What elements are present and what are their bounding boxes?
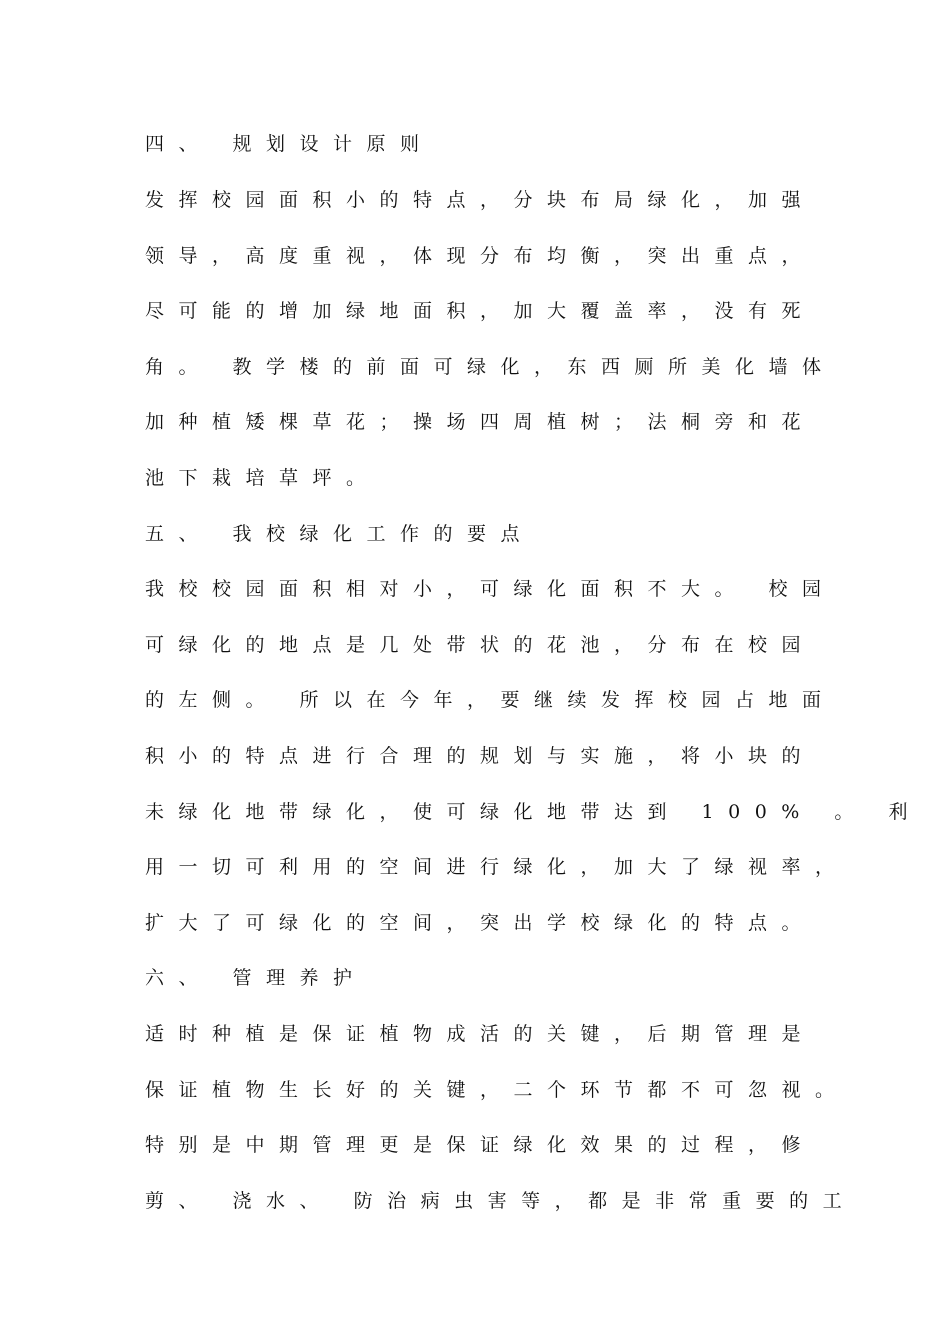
section-heading-6: 六、 管理养护 [145, 967, 367, 989]
paragraph-line: 可绿化的地点是几处带状的花池，分布在校园 [145, 634, 816, 656]
paragraph-line: 领导，高度重视，体现分布均衡，突出重点， [145, 245, 816, 267]
paragraph-line: 尽可能的增加绿地面积，加大覆盖率，没有死 [145, 300, 816, 322]
paragraph-line: 发挥校园面积小的特点，分块布局绿化，加强 [145, 189, 816, 211]
paragraph-line: 积小的特点进行合理的规划与实施，将小块的 [145, 745, 816, 767]
paragraph-line: 角。 教学楼的前面可绿化，东西厕所美化墙体 [145, 356, 836, 378]
paragraph-line: 用一切可利用的空间进行绿化，加大了绿视率， [145, 856, 849, 878]
paragraph-line: 池下栽培草坪。 [145, 467, 380, 489]
paragraph-line: 特别是中期管理更是保证绿化效果的过程，修 [145, 1134, 816, 1156]
paragraph-line: 保证植物生长好的关键，二个环节都不可忽视。 [145, 1079, 849, 1101]
paragraph-line: 未绿化地带绿化，使可绿化地带达到 100% 。 利 [145, 801, 922, 823]
section-heading-5: 五、 我校绿化工作的要点 [145, 523, 535, 545]
paragraph-line: 我校校园面积相对小，可绿化面积不大。 校园 [145, 578, 836, 600]
section-heading-4: 四、 规划设计原则 [145, 133, 434, 155]
paragraph-line: 剪、 浇水、 防治病虫害等，都是非常重要的工 [145, 1190, 857, 1212]
paragraph-line: 适时种植是保证植物成活的关键，后期管理是 [145, 1023, 816, 1045]
paragraph-line: 的左侧。 所以在今年，要继续发挥校园占地面 [145, 689, 836, 711]
paragraph-line: 扩大了可绿化的空间，突出学校绿化的特点。 [145, 912, 816, 934]
paragraph-line: 加种植矮棵草花；操场四周植树；法桐旁和花 [145, 411, 816, 433]
